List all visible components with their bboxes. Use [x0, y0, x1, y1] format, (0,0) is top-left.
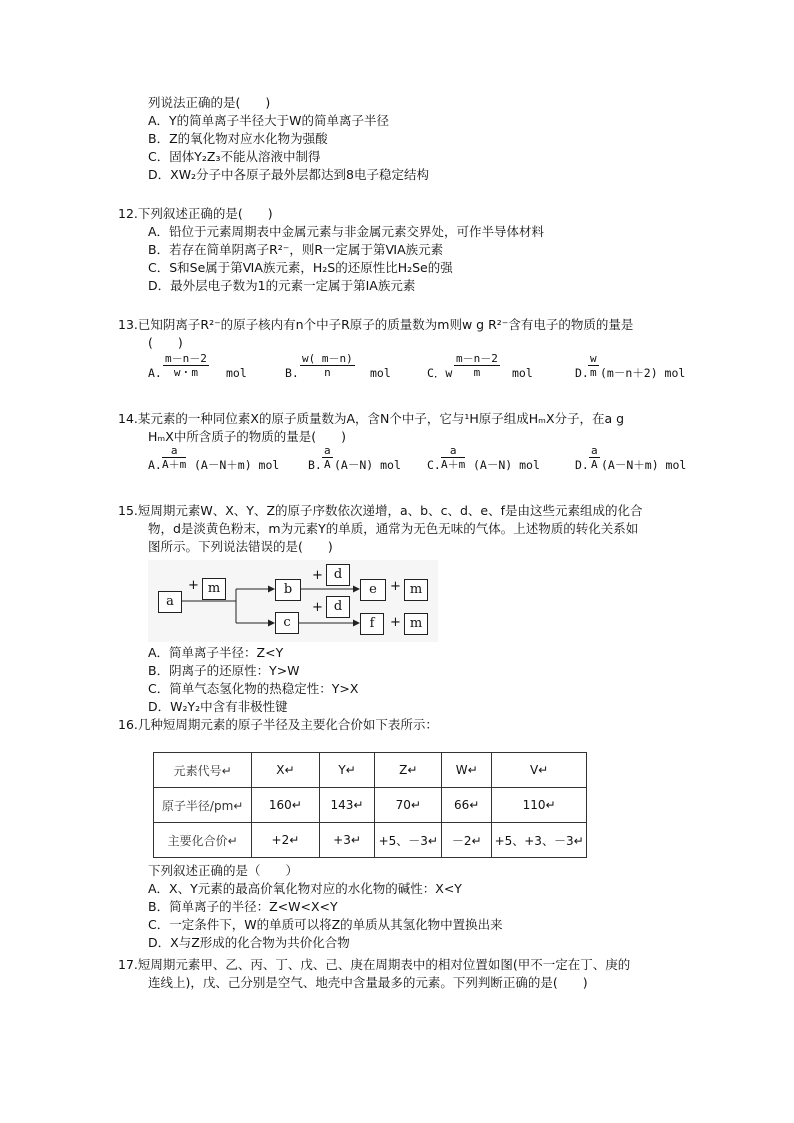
table-cell: 160↵ [252, 788, 319, 823]
table-cell: Y↵ [319, 753, 375, 788]
table-cell: +5、－3↵ [375, 823, 442, 858]
q11-option-a: A．Y的简单离子半径大于W的简单离子半径 [148, 113, 390, 128]
fraction: m－n－2 w・m [165, 352, 207, 379]
q16-option-c: C．一定条件下，W的单质可以将Z的单质从其氢化物中置换出来 [148, 917, 503, 932]
q15-stem-line3: 图所示。下列说法错误的是( ) [148, 539, 333, 554]
q16-option-b: B．简单离子的半径：Z<W<X<Y [148, 899, 338, 914]
table-cell: 110↵ [492, 788, 587, 823]
q12-option-a: A．铅位于元素周期表中金属元素与非金属元素交界处，可作半导体材料 [148, 224, 545, 239]
q14-stem-cont: HₘX中所含质子的物质的量是( ) [148, 429, 347, 444]
table-cell: +2↵ [252, 823, 319, 858]
compound-e: e [360, 579, 386, 601]
q15-option-c: C．简单气态氢化物的热稳定性：Y>X [148, 681, 359, 696]
q15-option-b: B．阴离子的还原性：Y>W [148, 663, 300, 678]
fraction: m－n－2 m [456, 352, 498, 379]
q15-stem-line1: 15.短周期元素W、X、Y、Z的原子序数依次递增，a、b、c、d、e、f是由这些元素组成的化合 [118, 503, 643, 518]
table-row [154, 788, 587, 823]
fraction: w( m－n) n [302, 352, 353, 379]
q12-option-c: C．S和Se属于第ⅥA族元素，H₂S的还原性比H₂Se的强 [148, 260, 453, 275]
compound-a: a [158, 591, 182, 613]
table-cell: V↵ [492, 753, 587, 788]
q16-stem: 16.几种短周期元素的原子半径及主要化合价如下表所示： [118, 717, 438, 732]
q15-stem-line2: 物，d是淡黄色粉末，m为元素Y的单质，通常为无色无味的气体。上述物质的转化关系如 [148, 521, 639, 536]
element-m: m [404, 613, 428, 635]
q17-stem-line2: 连线上)，戊、己分别是空气、地壳中含量最多的元素。下列判断正确的是( ) [148, 975, 588, 990]
fraction: a A [324, 444, 331, 471]
q13-stem-cont: ( ) [148, 335, 183, 350]
table-cell: W↵ [442, 753, 492, 788]
q11-option-b: B．Z的氧化物对应水化物为强酸 [148, 131, 328, 146]
compound-b: b [275, 579, 301, 601]
reaction-diagram [148, 560, 438, 642]
q11-stem: 列说法正确的是( ) [148, 95, 271, 110]
q12-stem: 12.下列叙述正确的是( ) [118, 206, 273, 221]
q11-option-d: D．XW₂分子中各原子最外层都达到8电子稳定结构 [148, 167, 430, 182]
q17-stem-line1: 17.短周期元素甲、乙、丙、丁、戊、己、庚在周期表中的相对位置如图(甲不一定在丁、庚的 [118, 957, 631, 972]
fraction: a A＋m [162, 444, 187, 471]
element-m: m [202, 578, 226, 600]
table-cell: 66↵ [442, 788, 492, 823]
q14-stem: 14.某元素的一种同位素X的原子质量数为A，含N个中子，它与¹H原子组成HₘX分子，在a g [118, 411, 625, 426]
q16-option-a: A．X、Y元素的最高价氧化物对应的水化物的碱性：X<Y [148, 881, 462, 896]
element-property-table [153, 752, 587, 858]
table-cell: +5、+3、－3↵ [492, 823, 587, 858]
plus-sign: + [188, 578, 199, 593]
compound-c: c [275, 612, 299, 634]
compound-f: f [360, 613, 384, 635]
q12-option-b: B．若存在简单阴离子R²⁻，则R一定属于第ⅥA族元素 [148, 242, 444, 257]
table-cell: －2↵ [442, 823, 492, 858]
table-row [154, 823, 587, 858]
fraction: a A＋m [441, 444, 466, 471]
plus-sign: + [312, 600, 323, 615]
table-cell: 70↵ [375, 788, 442, 823]
exam-page: 列说法正确的是( ) A．Y的简单离子半径大于W的简单离子半径 B．Z的氧化物对应水化物为强酸 C．固体Y₂Z₃不能从溶液中制得 D．XW₂分子中各原子最外层都达到8电子稳定结构 12.下列叙述正确的是( ) A．铅位于元素周期表中金属元素与非金属元素交界处，可作半导体材料 B．若存在简单阴离子R²⁻，则R一定属于第ⅥA族元素 C．S和Se属于第ⅥA族元素，H₂S的还原性比H₂Se的强 D．最外层电子数为1的元素一定属于第ⅠA族元素 13.已知阴离子R²⁻的原子核内有n个中子R原子的质量数为m则w g R²⁻含有电子的物质的量是 ( ) A. m－n－2 w・m mol B. w( m－n) n mol C．w m－n－2 m mol D. w m (m－n＋2) mol 14.某元素的一种同位素X的原子质量数为A，含N个中子，它与¹H原子组成HₘX分子，在a g HₘX中所含质子的物质的量是( ) A. a A＋m (A－N＋m) mol B. a A (A－N) mol C. a A＋m (A－N) mol D. a A (A－N＋m) mol 15.短周期元素W、X、Y、Z的原子序数依次递增，a、b、c、d、e、f是由这些元素组成的化合 物，d是淡黄色粉末，m为元素Y的单质，通常为无色无味的气体。上述物质的转化关系如 图所示。下列说法错误的是( ) a + m b + d e + m c + d f + m A．简单离子半径：Z<Y B．阴离子的还原性：Y>W C．简单气态氢化物的热稳定性：Y>X D．W₂Y₂中含有非极性键 16.几种短周期元素的原子半径及主要化合价如下表所示： 元素代号↵ X↵ Y↵ Z↵ W↵ V↵ 原子半径/pm↵ 160↵ 143↵ 70↵ 66↵ 110↵ 主要化合价↵ +2↵ +3↵ +5、－3↵ －2↵ +5、+3、－3↵ 下列叙述正确的是（ ） A．X、Y元素的最高价氧化物对应的水化物的碱性：X<Y B．简单离子的半径：Z<W<X<Y C．一定条件下，W的单质可以将Z的单质从其氢化物中置换出来 D．X与Z形成的化合物为共价化合物 17.短周期元素甲、乙、丙、丁、戊、己、庚在周期表中的相对位置如图(甲不一定在丁、庚的 连线上)，戊、己分别是空气、地壳中含量最多的元素。下列判断正确的是( ) [118, 95, 687, 990]
table-cell: Z↵ [375, 753, 442, 788]
q11-option-c: C．固体Y₂Z₃不能从溶液中制得 [148, 149, 321, 164]
table-cell: 原子半径/pm↵ [154, 788, 252, 823]
table-cell: +3↵ [319, 823, 375, 858]
table-cell: 主要化合价↵ [154, 823, 252, 858]
compound-d: d [326, 564, 350, 586]
plus-sign: + [390, 579, 401, 594]
fraction: w m [590, 352, 597, 379]
table-header-row [154, 753, 587, 788]
q16-option-d: D．X与Z形成的化合物为共价化合物 [148, 935, 350, 950]
q13-stem: 13.已知阴离子R²⁻的原子核内有n个中子R原子的质量数为m则w g R²⁻含有电子的物质的量是 [118, 317, 634, 332]
fraction: a A [591, 444, 598, 471]
q15-option-a: A．简单离子半径：Z<Y [148, 645, 284, 660]
table-cell: X↵ [252, 753, 319, 788]
q12-option-d: D．最外层电子数为1的元素一定属于第ⅠA族元素 [148, 278, 416, 293]
compound-d: d [326, 596, 350, 618]
plus-sign: + [312, 568, 323, 583]
q15-option-d: D．W₂Y₂中含有非极性键 [148, 699, 288, 714]
table-cell: 143↵ [319, 788, 375, 823]
q16-sub-stem: 下列叙述正确的是（ ） [148, 863, 299, 878]
plus-sign: + [390, 615, 401, 630]
element-m: m [404, 579, 428, 601]
table-cell: 元素代号↵ [154, 753, 252, 788]
